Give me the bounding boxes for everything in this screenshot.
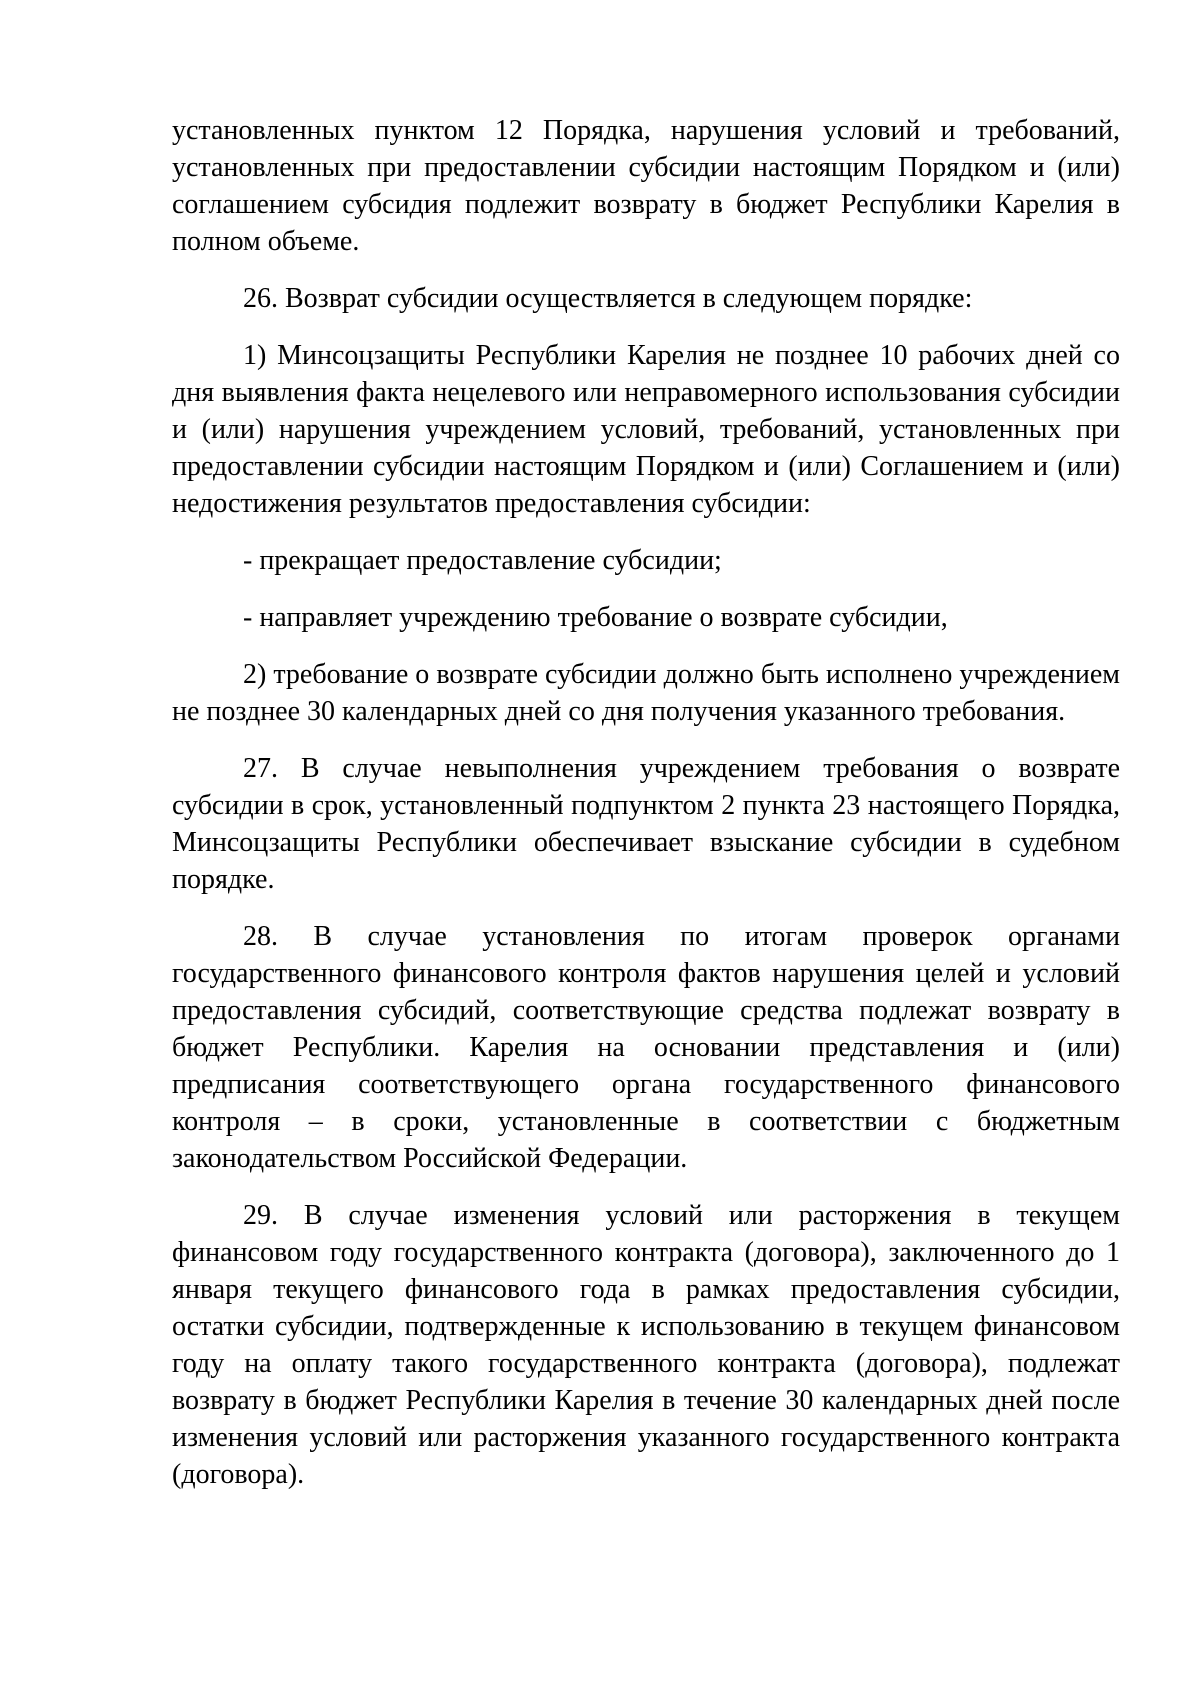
- paragraph-26-item-2: 2) требование о возврате субсидии должно быть исполнено учреждением не позднее 30 календарных дней со дня получения указанного требования.: [172, 659, 1120, 727]
- paragraph-26-item-1: 1) Минсоцзащиты Республики Карелия не позднее 10 рабочих дней со дня выявления факта нецелевого или неправомерного использования субсидии и (или) нарушения учреждением условий, требований, установленных при предоставлении субсидии настоящим Порядком и (или) Соглашением и (или) недостижения результатов предоставления субсидии:: [172, 340, 1120, 519]
- paragraph-26-bullet-stop: - прекращает предоставление субсидии;: [243, 545, 722, 576]
- paragraph-continuation: установленных пунктом 12 Порядка, нарушения условий и требований, установленных при предоставлении субсидии настоящим Порядком и (или) соглашением субсидия подлежит возврату в бюджет Республики Карелия в полном объеме.: [172, 115, 1120, 257]
- paragraph-29: 29. В случае изменения условий или расторжения в текущем финансовом году государственного контракта (договора), заключенного до 1 января текущего финансового года в рамках предоставления субсидии, остатки субсидии, подтвержденные к использованию в текущем финансовом году на оплату такого государственного контракта (договора), подлежат возврату в бюджет Республики Карелия в течение 30 календарных дней после изменения условий или расторжения указанного государственного контракта (договора).: [172, 1200, 1120, 1490]
- paragraph-26-bullet-demand: - направляет учреждению требование о возврате субсидии,: [243, 602, 948, 633]
- paragraph-26: 26. Возврат субсидии осуществляется в следующем порядке:: [243, 283, 973, 314]
- paragraph-28: 28. В случае установления по итогам проверок органами государственного финансового контроля фактов нарушения целей и условий предоставления субсидий, соответствующие средства подлежат возврату в бюджет Республики. Карелия на основании представления и (или) предписания соответствующего органа государственного финансового контроля – в сроки, установленные в соответствии с бюджетным законодательством Российской Федерации.: [172, 921, 1120, 1174]
- document-body: [172, 112, 1120, 1513]
- paragraph-27: 27. В случае невыполнения учреждением требования о возврате субсидии в срок, установленный подпунктом 2 пункта 23 настоящего Порядка, Минсоцзащиты Республики обеспечивает взыскание субсидии в судебном порядке.: [172, 753, 1120, 895]
